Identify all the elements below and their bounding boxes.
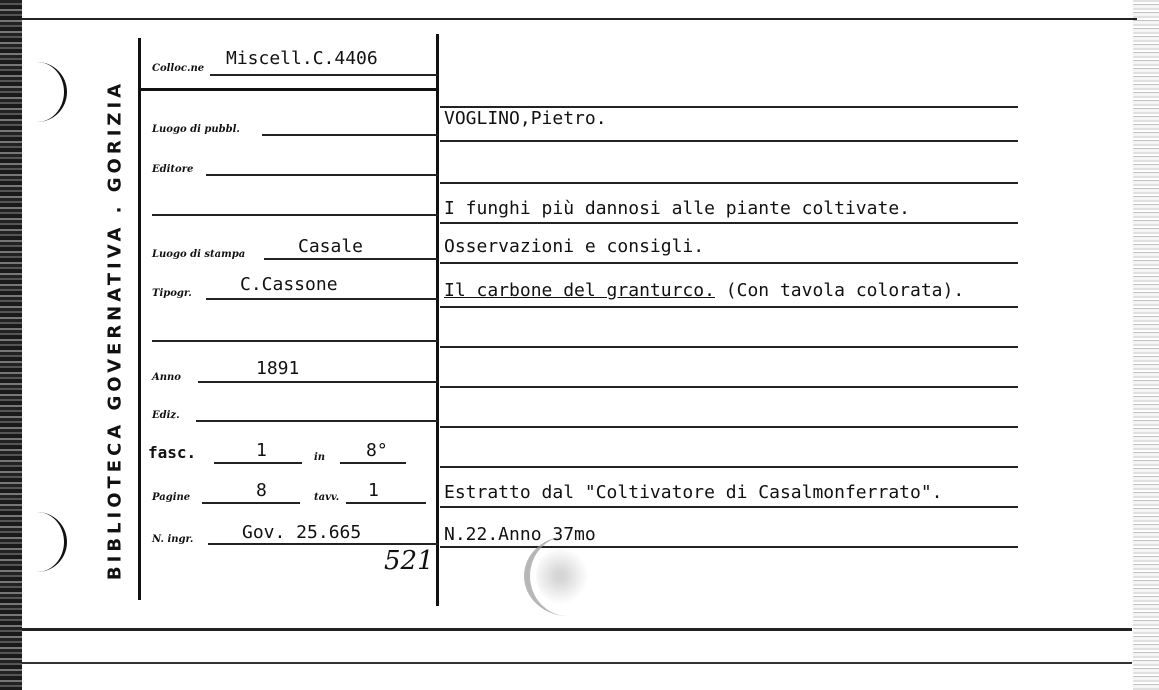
print-place-label: Luogo di stampa [152, 249, 246, 260]
publisher-label: Editore [152, 164, 194, 175]
title-line-2: Osservazioni e consigli. [444, 236, 705, 257]
right-rule-10 [440, 466, 1018, 468]
bottom-border [22, 628, 1132, 631]
fascicle-rule [214, 462, 302, 464]
extract-note: Estratto dal "Coltivatore di Casalmonferrato". [444, 482, 943, 503]
publication-place-rule [262, 134, 438, 136]
year-label: Anno [152, 372, 181, 383]
handwritten-note: 521 [384, 546, 434, 576]
right-rule-6 [440, 306, 1018, 308]
collocation-divider [140, 88, 438, 91]
punch-hole-bottom [30, 512, 67, 572]
format-value: 8° [366, 440, 388, 461]
title-line-3-rest: (Con tavola colorata). [714, 280, 965, 301]
right-rule-8 [440, 386, 1018, 388]
plates-value: 1 [368, 480, 379, 501]
publisher-rule [206, 174, 438, 176]
right-rule-3 [440, 182, 1018, 184]
pages-rule [202, 502, 300, 504]
collocation-value: Miscell.C.4406 [226, 48, 378, 69]
punch-hole-top [30, 62, 67, 122]
pages-value: 8 [256, 480, 267, 501]
right-rule-4 [440, 222, 1018, 224]
title-line-3 [444, 280, 964, 301]
bottom-border-2 [22, 662, 1132, 664]
printer-value: C.Cassone [240, 274, 338, 295]
blank-rule-1 [152, 214, 438, 216]
printer-label: Tipogr. [152, 288, 192, 299]
collocation-rule [210, 74, 438, 76]
left-column-divider [138, 38, 141, 600]
accession-value: Gov. 25.665 [242, 522, 362, 543]
card-left-edge [0, 0, 22, 690]
title-line-1: I funghi più dannosi alle piante coltivate. [444, 198, 910, 219]
collocation-label: Colloc.ne [152, 63, 205, 74]
top-border [22, 18, 1137, 20]
card-right-edge [1133, 0, 1159, 690]
edition-rule [196, 420, 438, 422]
year-value: 1891 [256, 358, 300, 379]
title-line-3-underlined: Il carbone del granturco. [444, 280, 715, 301]
year-rule [198, 381, 438, 383]
plates-rule [346, 502, 426, 504]
right-rule-11 [440, 506, 1018, 508]
fascicle-value: 1 [256, 440, 267, 461]
accession-rule [208, 543, 438, 545]
accession-label: N. ingr. [152, 534, 194, 545]
right-rule-2 [440, 140, 1018, 142]
format-rule [340, 462, 406, 464]
format-label: in [314, 452, 326, 463]
middle-column-divider [436, 34, 439, 606]
plates-label: tavv. [314, 492, 340, 503]
blank-rule-2 [152, 340, 438, 342]
library-vertical-title: BIBLIOTECA GOVERNATIVA . GORIZIA [104, 79, 126, 581]
right-rule-5 [440, 262, 1018, 264]
author: VOGLINO,Pietro. [444, 108, 607, 129]
edition-label: Ediz. [152, 410, 180, 421]
stamp-texture [536, 546, 596, 606]
issue-note: N.22.Anno 37mo [444, 524, 596, 545]
print-place-value: Casale [298, 236, 364, 257]
right-rule-12 [440, 546, 1018, 548]
right-rule-9 [440, 426, 1018, 428]
pages-label: Pagine [152, 492, 191, 503]
print-place-rule [264, 258, 438, 260]
publication-place-label: Luogo di pubbl. [152, 124, 240, 135]
fascicle-label: fasc. [148, 443, 197, 462]
right-rule-7 [440, 346, 1018, 348]
printer-rule [206, 298, 438, 300]
